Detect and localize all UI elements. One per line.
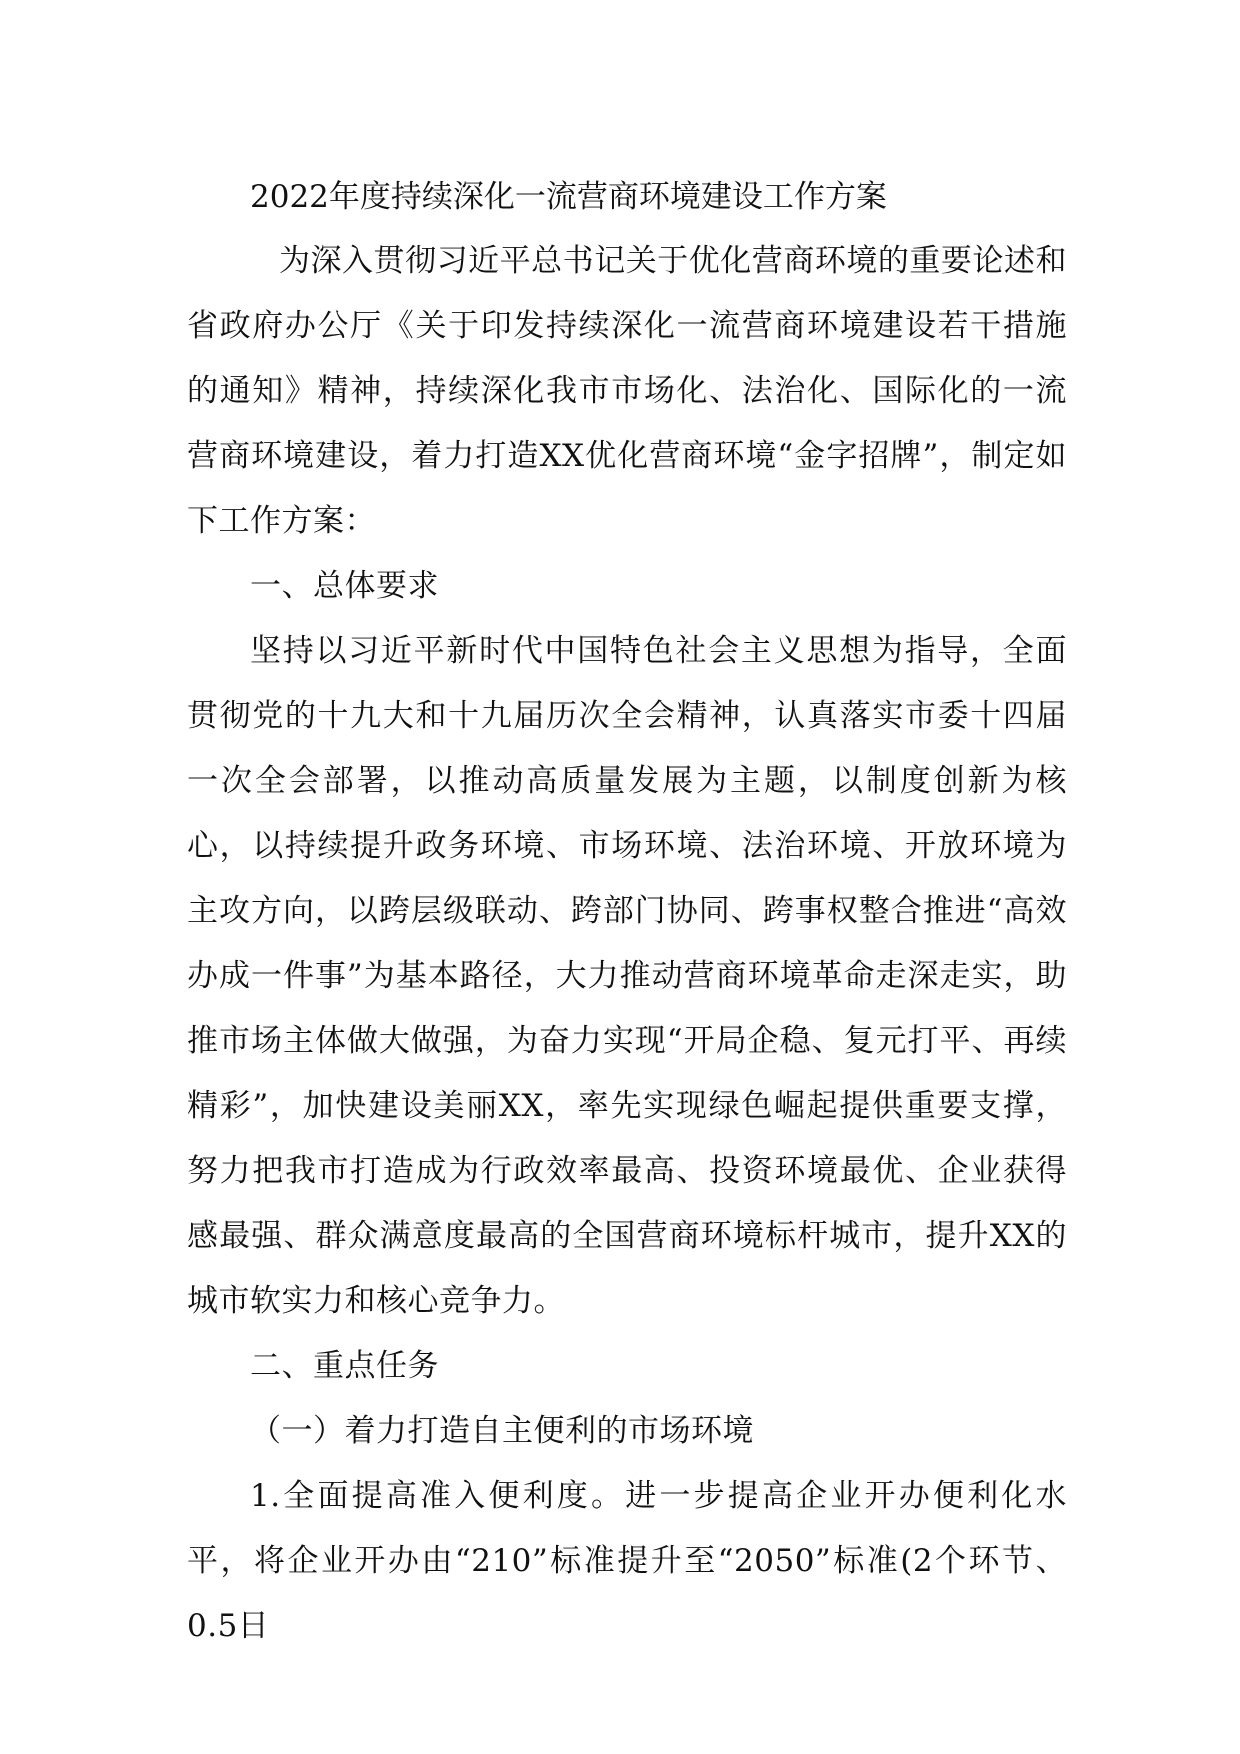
subsection-heading-market-environment: （一）着力打造自主便利的市场环境 [250, 1413, 754, 1449]
document-body [187, 165, 1067, 1659]
section-heading-key-tasks: 二、重点任务 [250, 1348, 439, 1384]
intro-paragraph: 为深入贯彻习近平总书记关于优化营商环境的重要论述和省政府办公厅《关于印发持续深化一流营商环境建设若干措施的通知》精神，持续深化我市市场化、法治化、国际化的一流营商环境建设，着力打造XX优化营商环境“金字招牌”，制定如下工作方案： [187, 243, 1067, 539]
section-heading-overall-requirements: 一、总体要求 [250, 568, 439, 604]
task-item-1: 1.全面提高准入便利度。进一步提高企业开办便利化水平，将企业开办由“210”标准提升至“2050”标准(2个环节、0.5日 [187, 1478, 1067, 1644]
overall-requirements-paragraph: 坚持以习近平新时代中国特色社会主义思想为指导，全面贯彻党的十九大和十九届历次全会精神，认真落实市委十四届一次全会部署，以推动高质量发展为主题，以制度创新为核心，以持续提升政务环境、市场环境、法治环境、开放环境为主攻方向，以跨层级联动、跨部门协同、跨事权整合推进“高效办成一件事”为基本路径，大力推动营商环境革命走深走实，助推市场主体做大做强，为奋力实现“开局企稳、复元打平、再续精彩”，加快建设美丽XX，率先实现绿色崛起提供重要支撑，努力把我市打造成为行政效率最高、投资环境最优、企业获得感最强、群众满意度最高的全国营商环境标杆城市，提升XX的城市软实力和核心竞争力。 [187, 633, 1067, 1319]
document-title: 2022年度持续深化一流营商环境建设工作方案 [250, 179, 887, 215]
